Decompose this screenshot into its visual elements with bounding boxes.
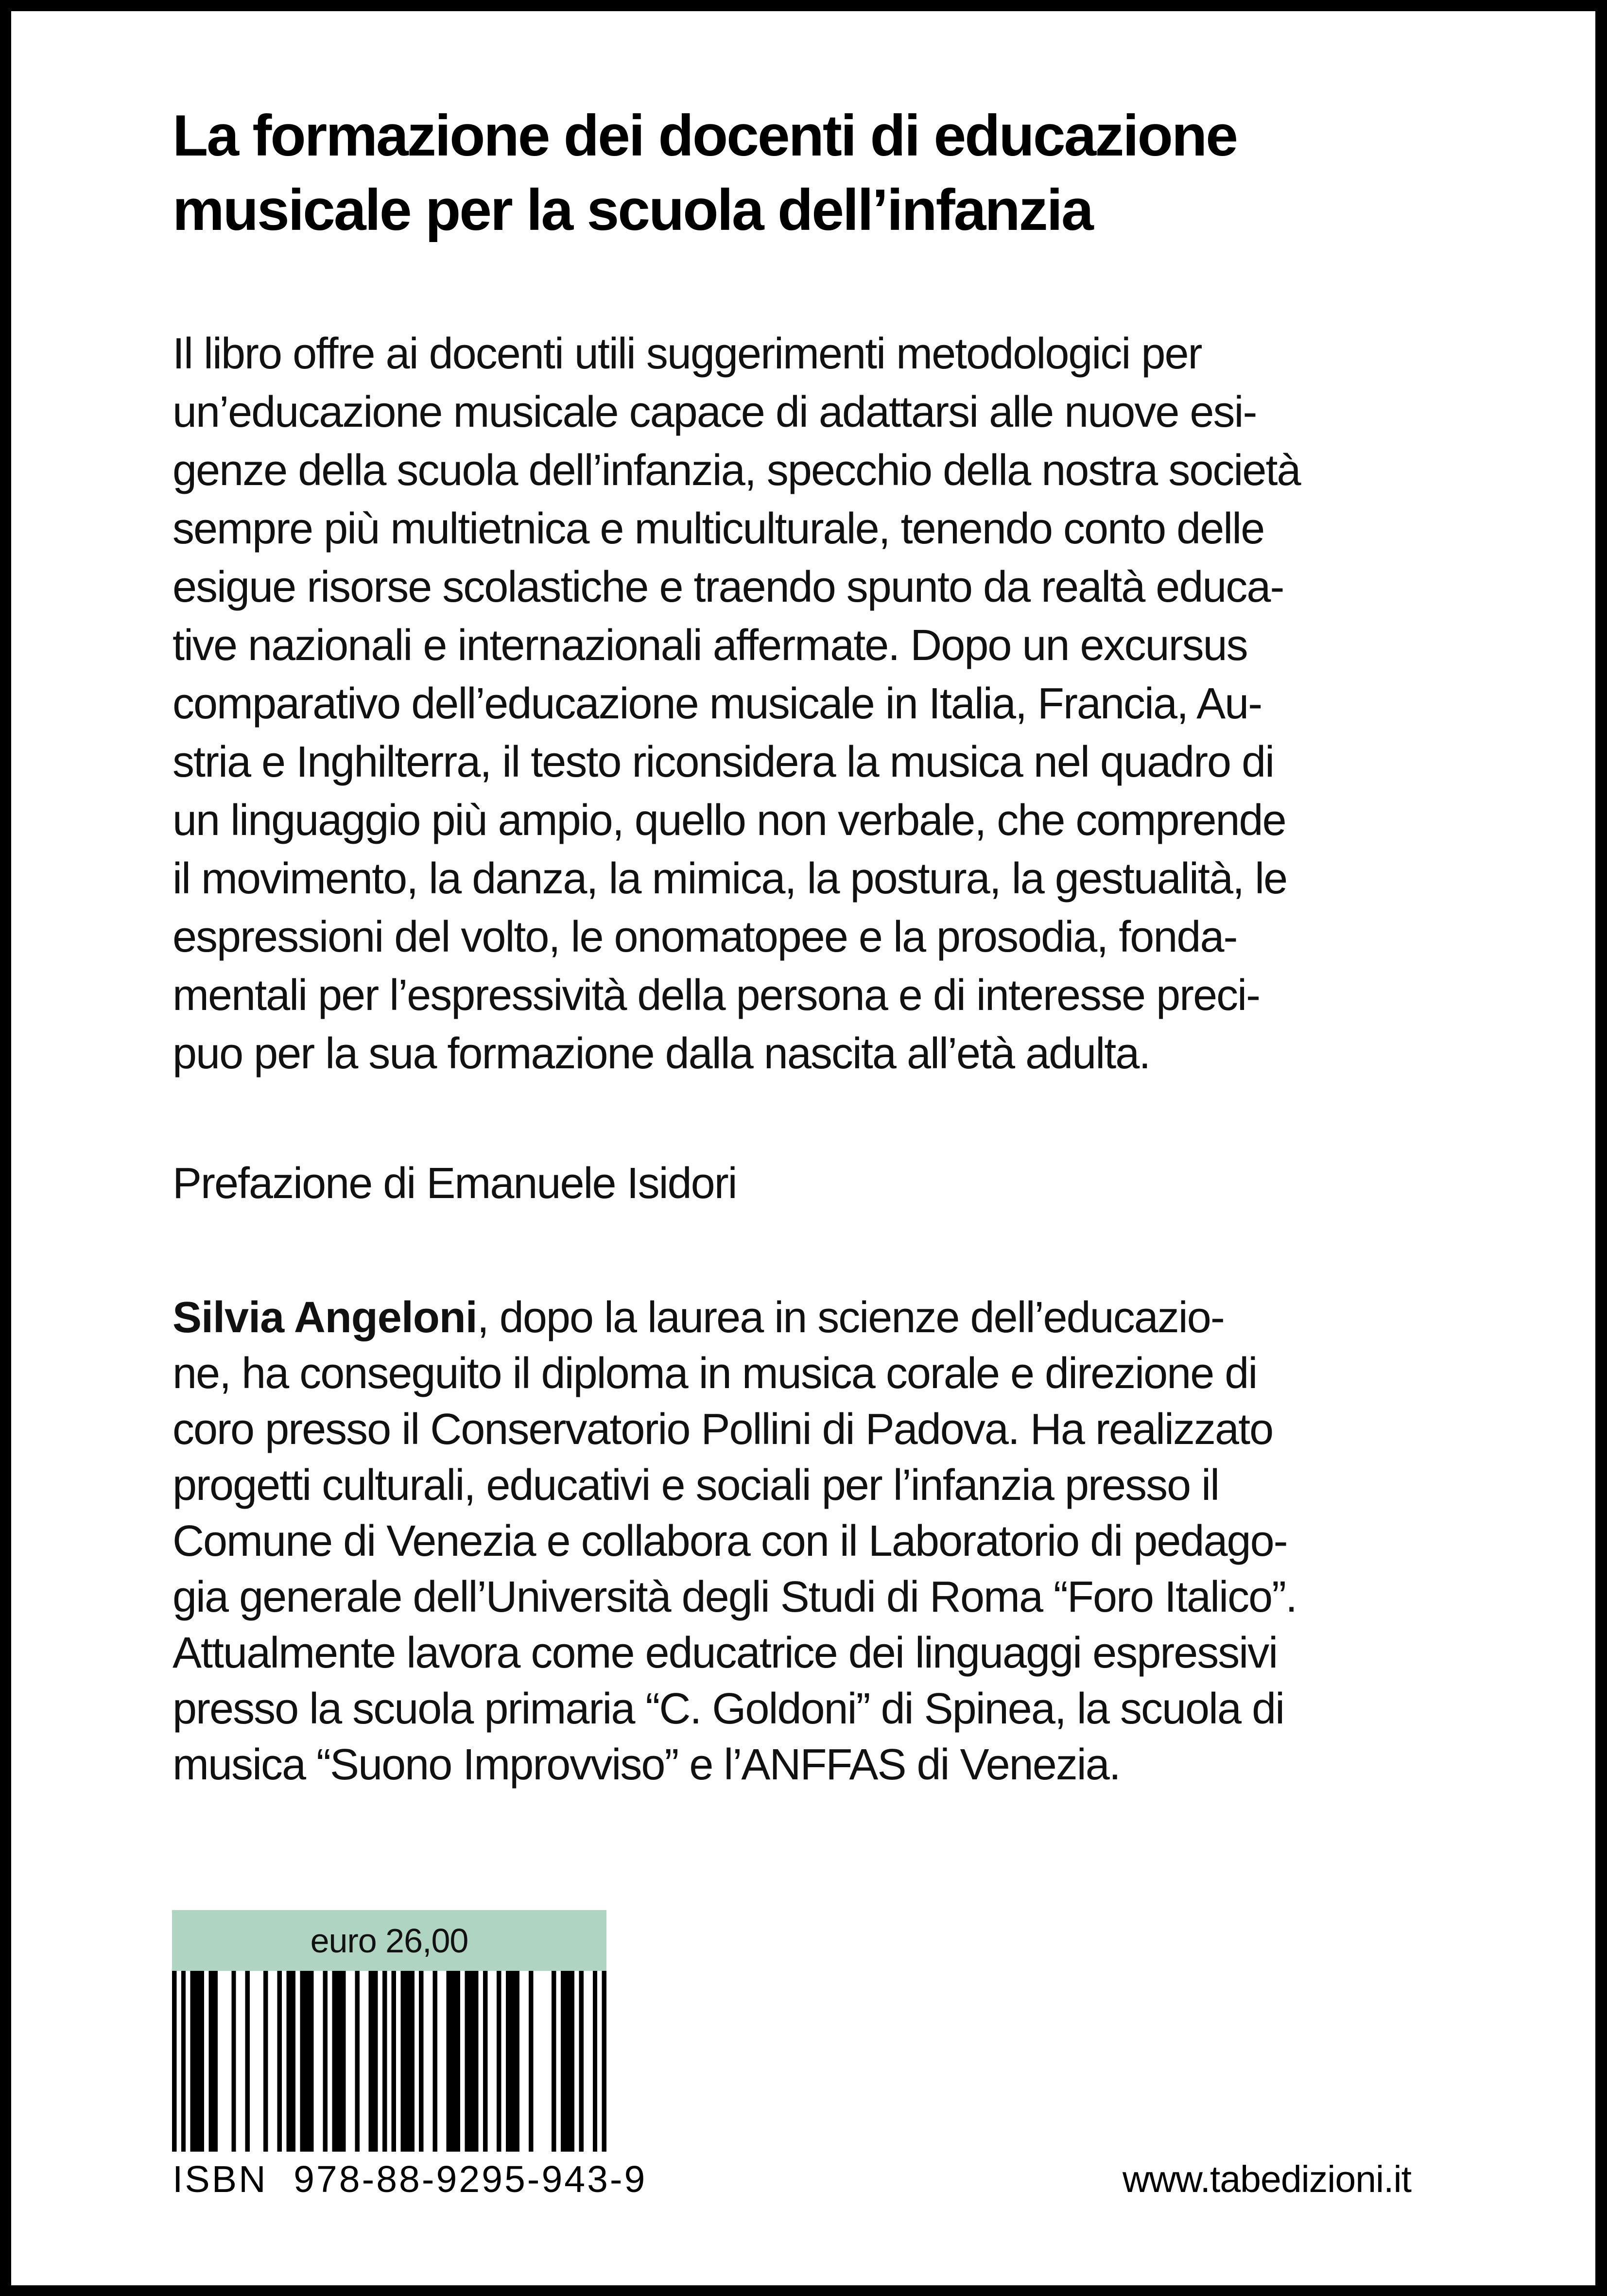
description-line: comparativo dell’educazione musicale in Italia, Francia, Au-	[173, 679, 1262, 728]
description-line: stria e Inghilterra, il testo riconsidera la musica nel quadro di	[173, 738, 1274, 786]
barcode-image	[172, 1971, 606, 2152]
bio-line: progetti culturali, educativi e sociali per l’infanzia presso il	[173, 1461, 1219, 1510]
cover-inner-area	[11, 11, 1595, 2285]
bio-line: coro presso il Conservatorio Pollini di Padova. Ha realizzato	[173, 1405, 1273, 1454]
description-paragraph	[173, 325, 1300, 1083]
bio-first-line-rest: , dopo la laurea in scienze dell’educazio-	[477, 1293, 1224, 1342]
description-line: un’educazione musicale capace di adattarsi alle nuove esi-	[173, 388, 1257, 436]
description-line: il movimento, la danza, la mimica, la postura, la gestualità, le	[173, 854, 1287, 903]
bio-line: Comune di Venezia e collabora con il Laboratorio di pedago-	[173, 1517, 1287, 1565]
description-line: tive nazionali e internazionali affermate. Dopo un excursus	[173, 621, 1247, 670]
description-line: genze della scuola dell’infanzia, specchio della nostra società	[173, 446, 1300, 495]
bio-line: presso la scuola primaria “C. Goldoni” di Spinea, la scuola di	[173, 1685, 1284, 1733]
description-line: puo per la sua formazione dalla nascita all’età adulta.	[173, 1029, 1150, 1078]
title-line-2: musicale per la scuola dell’infanzia	[173, 177, 1092, 243]
bio-line: ne, ha conseguito il diploma in musica corale e direzione di	[173, 1349, 1257, 1398]
description-line: espressioni del volto, le onomatopee e la prosodia, fonda-	[173, 913, 1237, 961]
book-title	[173, 99, 1237, 247]
author-name: Silvia Angeloni	[173, 1293, 477, 1342]
bio-line: musica “Suono Improvviso” e l’ANFFAS di Venezia.	[173, 1740, 1120, 1789]
description-line: mentali per l’espressività della persona e di interesse preci-	[173, 971, 1260, 1020]
price-label: euro 26,00	[310, 1921, 468, 1960]
description-line: Il libro offre ai docenti utili suggerimenti metodologici per	[173, 330, 1202, 378]
bio-line: gia generale dell’Università degli Studi di Roma “Foro Italico”.	[173, 1573, 1297, 1621]
description-line: sempre più multietnica e multiculturale, tenendo conto delle	[173, 504, 1264, 553]
preface-line	[173, 1154, 737, 1213]
description-line: esigue risorse scolastiche e traendo spunto da realtà educa-	[173, 563, 1284, 611]
isbn-label: ISBN 978-88-9295-943-9	[173, 2158, 647, 2200]
bio-line-first	[173, 1290, 1296, 1346]
price-banner	[172, 1910, 606, 1971]
title-line-1: La formazione dei docenti di educazione	[173, 103, 1237, 168]
website-url: www.tabedizioni.it	[1123, 2158, 1412, 2200]
description-line: un linguaggio più ampio, quello non verbale, che comprende	[173, 796, 1286, 845]
preface-text: Prefazione di Emanuele Isidori	[173, 1159, 737, 1208]
bio-line: Attualmente lavora come educatrice dei linguaggi espressivi	[173, 1629, 1278, 1677]
author-bio	[173, 1290, 1296, 1793]
